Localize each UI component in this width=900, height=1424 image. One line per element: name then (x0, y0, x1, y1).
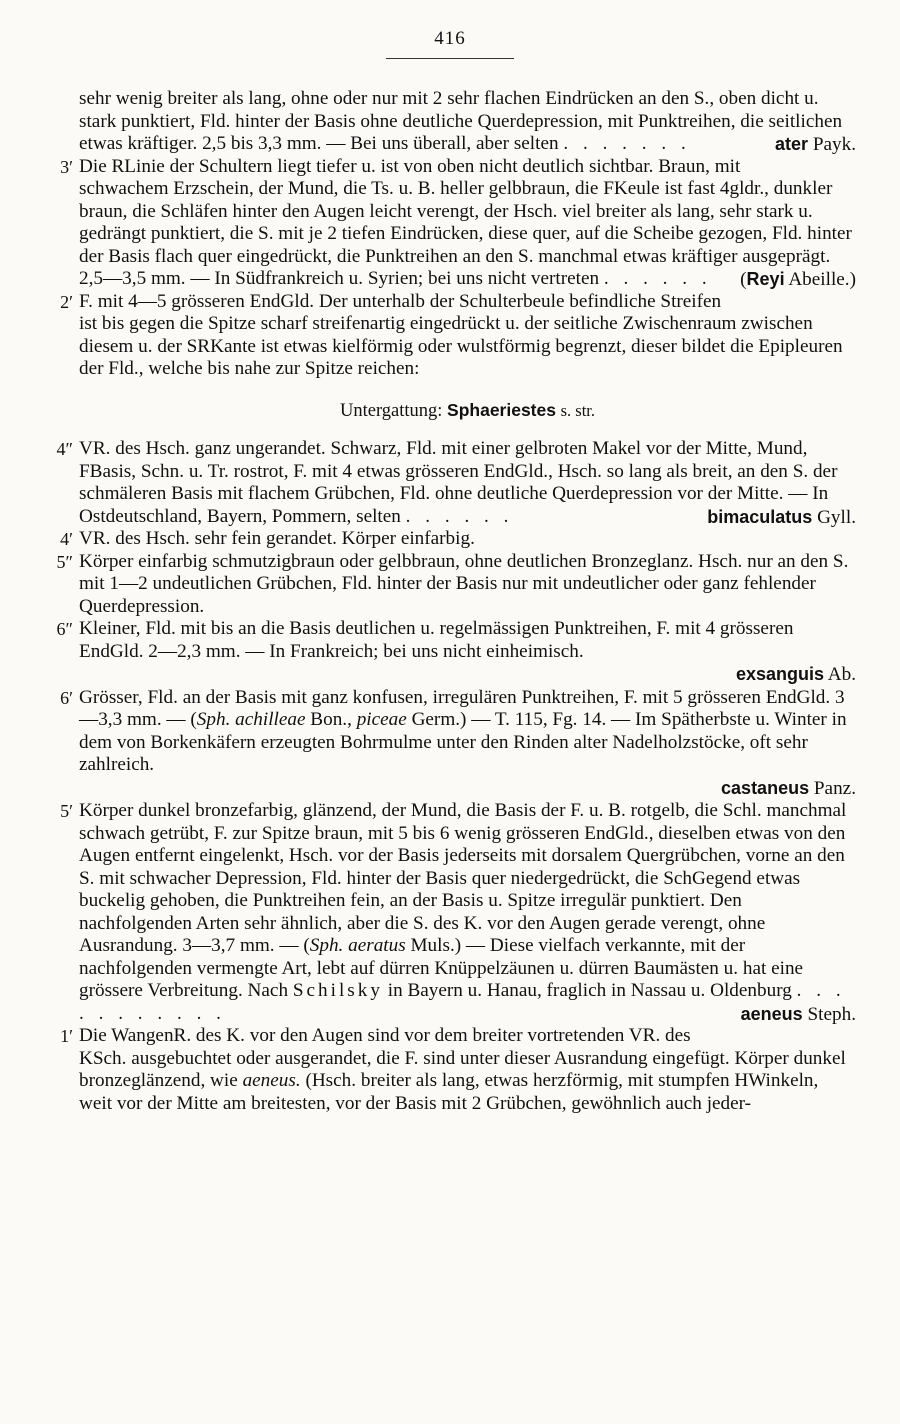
entry-text (79, 1025, 846, 1114)
subgenus-suffix: s. str. (560, 400, 595, 420)
synonym-name: piceae (356, 709, 407, 730)
couplet-number: 3′ (60, 156, 73, 177)
couplet-number: 2′ (60, 291, 73, 312)
entry-text: VR. des Hsch. ganz ungerandet. Schwarz, Fld. mit einer gelbroten Makel vor der Mitte, Mund, FBasis, Schn. u. Tr. rostrot, F. mit 4 etwas grösseren EndGld., Hsch. so lang als breit, an den S. der schmäleren Basis mit flachem Grübchen, Fld. ohne deutliche Querdepression vor der Mitte. — In Ostdeutschland, Bayern, Pommern, selten (79, 438, 838, 527)
couplet-number: 6″ (56, 619, 73, 639)
text-segment: Muls.) — Diese vielfach verkannte, mit der nachfolgenden vermengte Art, lebt auf dürren Knüppelzäunen u. dürren Baumästen u. hat eine grössere Verbreitung. Nach (79, 935, 804, 1001)
taxon-name: aeneus (740, 1003, 803, 1024)
couplet-number: 4′ (60, 529, 73, 549)
text-segment: Bon., (305, 709, 357, 730)
subgenus-name: Sphaeriestes (447, 399, 556, 420)
couplet-number: 6′ (60, 687, 73, 708)
key-entry-2-prime (60, 290, 856, 381)
couplet-number: 5′ (60, 801, 73, 821)
entry-text (79, 687, 847, 776)
key-entry-6-prime (60, 686, 856, 801)
taxon-author: Panz. (813, 777, 856, 799)
entry-text: Die RLinie der Schultern liegt tiefer u. ist von oben nicht deutlich sichtbar. Braun, mit schwachem Erzschein, der Mund, die Ts. u. B. heller gelbbraun, die FKeule ist fast 4gldr., dunkler braun, die Schläfen hinter den Augen leicht verengt, der Hsch. viel breiter als lang, sehr stark u. gedrängt punktiert, die S. mit je 2 tiefen Eindrücken, diese quer, auf die Scheibe gezogen, Fld. hinter der Basis flach quer eingedrückt, die Punktreihen an den S. manchmal etwas kräftiger ausgeprägt. 2,5—3,5 mm. — In Südfrankreich u. Syrien; bei uns nicht vertreten (79, 155, 852, 289)
synonym-name: Sph. achilleae (196, 709, 306, 730)
subgenus-label: Untergattung: (339, 400, 443, 421)
entry-text: Kleiner, Fld. mit bis an die Basis deutlichen u. regelmässigen Punktreihen, F. mit 4 grösseren EndGld. 2—2,3 mm. — In Frankreich; bei uns nicht einheimisch. (79, 618, 794, 662)
entry-text: Körper einfarbig schmutzigbraun oder gelbbraun, ohne deutlichen Bronzeglanz. Hsch. nur an den S. mit 1—2 undeutlichen Grübchen, Fld. hinter der Basis nur mit undeutlicher oder ganz fehlender Querdepression. (79, 550, 849, 617)
key-entry-4-prime (60, 528, 856, 551)
taxon-author: Ab. (827, 664, 856, 685)
taxon-author: Payk. (812, 134, 856, 155)
header-rule (386, 58, 514, 59)
species-reference: aeneus. (242, 1070, 301, 1091)
taxon-name: castaneus (721, 777, 810, 798)
couplet-number: 1′ (60, 1026, 73, 1046)
key-entry-3-prime (60, 155, 856, 291)
text-segment: Germ.) — T. 115, Fg. 14. — Im Spätherbste u. Winter in dem von Borkenkäfern erzeugten Bohrmulme unter den Rinden alter Nadelholzstöcke, oft sehr zahlreich. (79, 709, 847, 775)
text-segment: Körper dunkel bronzefarbig, glänzend, der Mund, die Basis der F. u. B. rotgelb, die Schl. manchmal schwach getrübt, F. zur Spitze braun, mit 5 bis 6 wenig grösseren EndGld., dieselben etwas von den Augen entfernt eingelenkt, Hsch. vor der Basis jederseits mit dorsalem Quergrübchen, vorne an den S. mit schwacher Depression, Fld. hinter der Basis quer niedergedrückt, die SchGegend etwas buckelig gehoben, die Punktreihen fein, an der Basis u. Spitze irregulär punktiert. Den nachfolgenden Arten sehr ähnlich, aber die S. des K. vor den Augen gerade verengt, ohne Ausrandung. 3—3,7 mm. — ( (79, 800, 847, 956)
entry-text (79, 800, 846, 1001)
text-segment: (Hsch. breiter als lang, etwas herzförmig, mit stumpfen HWinkeln, weit vor der Mitte am breitesten, vor der Basis mit 2 Grübchen, gewöhnlich auch jeder- (79, 1070, 819, 1114)
couplet-number: 5″ (56, 551, 73, 572)
taxon-author: Gyll. (817, 506, 856, 528)
subgenus-heading (79, 399, 856, 423)
leader-dots: . . . . . . . . . . . (79, 980, 846, 1024)
taxon-name: Reyi (746, 269, 785, 289)
leader-dots: . . . . . . . (563, 133, 691, 154)
entry-text: F. mit 4—5 grösseren EndGld. Der unterhalb der Schulterbeule befindliche Streifen ist bis gegen die Spitze scharf streifenartig eingedrückt u. der seitliche Zwischenraum zwischen diesem u. der SRKante ist etwas kielförmig oder wulstförmig begrenzt, dieser bildet die Epipleuren der Fld., welche bis nahe zur Spitze reichen: (79, 290, 843, 379)
taxon-with-author (79, 663, 856, 687)
synonym-name: Sph. aeratus (309, 935, 406, 956)
key-entry-1-prime (60, 1025, 856, 1115)
taxon-bracket: ( (740, 269, 747, 290)
key-entry-6-double-prime (56, 618, 856, 687)
key-entry-5-prime (60, 800, 856, 1025)
page-number: 416 (434, 28, 466, 49)
entry-text: VR. des Hsch. sehr fein gerandet. Körper einfarbig. (79, 528, 475, 549)
taxon-name: ater (775, 134, 809, 154)
taxon-with-author (707, 506, 856, 530)
taxon-with-author (79, 777, 856, 801)
taxon-with-author (741, 1003, 856, 1027)
key-entry-continuation (79, 88, 856, 156)
text-segment: Grösser, Fld. an der Basis mit ganz konfusen, irregulären Punktreihen, F. mit 5 grösseren EndGld. 3—3,3 mm. — ( (79, 686, 845, 730)
leader-dots: . . . . . . (405, 505, 514, 527)
taxon-name: exsanguis (735, 664, 824, 684)
author-spaced: Schilsky (292, 980, 383, 1001)
taxon-with-author (740, 268, 856, 292)
taxon-author: Steph. (807, 1003, 856, 1025)
taxon-author: Abeille.) (788, 269, 856, 290)
entry-text: sehr wenig breiter als lang, ohne oder nur mit 2 sehr flachen Eindrücken an den S., oben dicht u. stark punktiert, Fld. hinter der Basis ohne deutliche Querdepression, mit Punktreihen, die seitlichen etwas kräftiger. 2,5 bis 3,3 mm. — Bei uns überall, aber selten (79, 88, 843, 154)
leader-dots: . . . . . . (603, 268, 712, 289)
taxon-with-author (775, 133, 856, 157)
taxon-name: bimaculatus (707, 506, 813, 527)
text-segment: Die WangenR. des K. vor den Augen sind vor dem breiter vortretenden VR. des KSch. ausgebuchtet oder ausgerandet, die F. sind unter dieser Ausrandung eingefügt. Körper dunkel bronzeglänzend, wie (79, 1025, 846, 1091)
page-body (56, 88, 856, 1115)
text-segment: in Bayern u. Hanau, fraglich in Nassau u. Oldenburg (382, 980, 792, 1001)
key-entry-5-double-prime (56, 550, 856, 619)
key-entry-4-double-prime (56, 438, 856, 528)
couplet-number: 4″ (56, 439, 73, 459)
